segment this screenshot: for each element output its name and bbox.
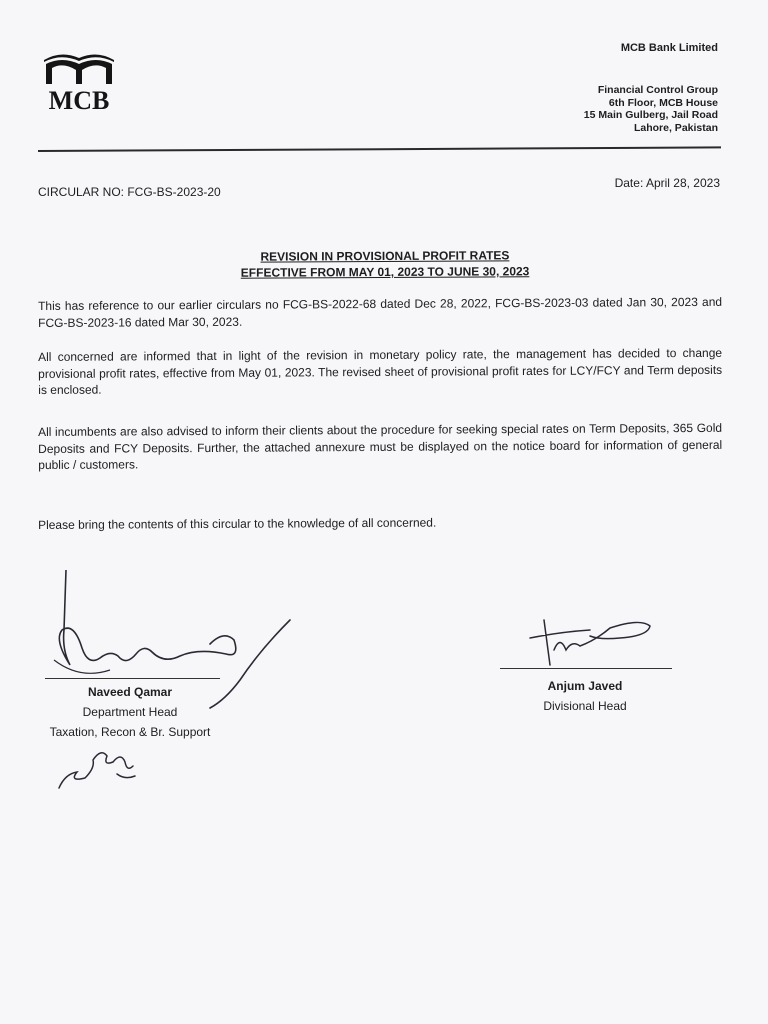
mcb-logo-emblem-icon [40,50,118,90]
signatory-left-department: Taxation, Recon & Br. Support [49,725,211,739]
bank-name: MCB Bank Limited [620,42,718,54]
body-paragraph-1: This has reference to our earlier circulars no FCG-BS-2022-68 dated Dec 28, 2022, FCG-BS-2023-03 dated Jan 30, 2023 and FCG-BS-2023-16 dated Mar 30, 2023. [38,294,723,330]
bank-address [584,84,718,134]
address-line: 6th Floor, MCB House [608,96,718,109]
signatory-left [40,682,220,742]
logo-text: MCB [48,86,110,115]
signatory-right-name: Anjum Javed [547,679,623,693]
address-line: Lahore, Pakistan [633,121,718,134]
body-paragraph-2: All concerned are informed that in light of the revision in monetary policy rate, the management has decided to change provisional profit rates, effective from May 01, 2023. The revised sheet of provisional profit rates for LCY/FCY and Term deposits is enclosed. [38,345,723,397]
signatory-right-title: Divisional Head [543,699,627,713]
title-line-1: REVISION IN PROVISIONAL PROFIT RATES [260,248,510,264]
address-line: 15 Main Gulberg, Jail Road [583,109,718,121]
signatory-right [500,676,670,716]
signature-right-icon [500,610,670,670]
body-paragraph-3: All incumbents are also advised to inform their clients about the procedure for seeking special rates on Term Deposits, 365 Gold Deposits and FCY Deposits. Further, the attached annexure must be displayed on the notice board for information of general public / customers. [38,420,723,472]
signatory-left-name: Naveed Qamar [87,685,173,699]
circular-number: CIRCULAR NO: FCG-BS-2023-20 [38,185,221,199]
mcb-logo [40,50,118,116]
initials-icon [55,738,145,793]
address-line: Financial Control Group [597,84,718,96]
signatory-left-title: Department Head [82,705,178,719]
circular-date: Date: April 28, 2023 [614,176,720,190]
circular-title [150,247,620,281]
signature-line-left [45,678,220,679]
title-line-2: EFFECTIVE FROM MAY 01, 2023 TO JUNE 30, 2023 [240,264,530,280]
body-paragraph-4: Please bring the contents of this circular to the knowledge of all concerned. [38,515,437,532]
signature-line-right [500,668,672,669]
header-divider [38,146,721,152]
